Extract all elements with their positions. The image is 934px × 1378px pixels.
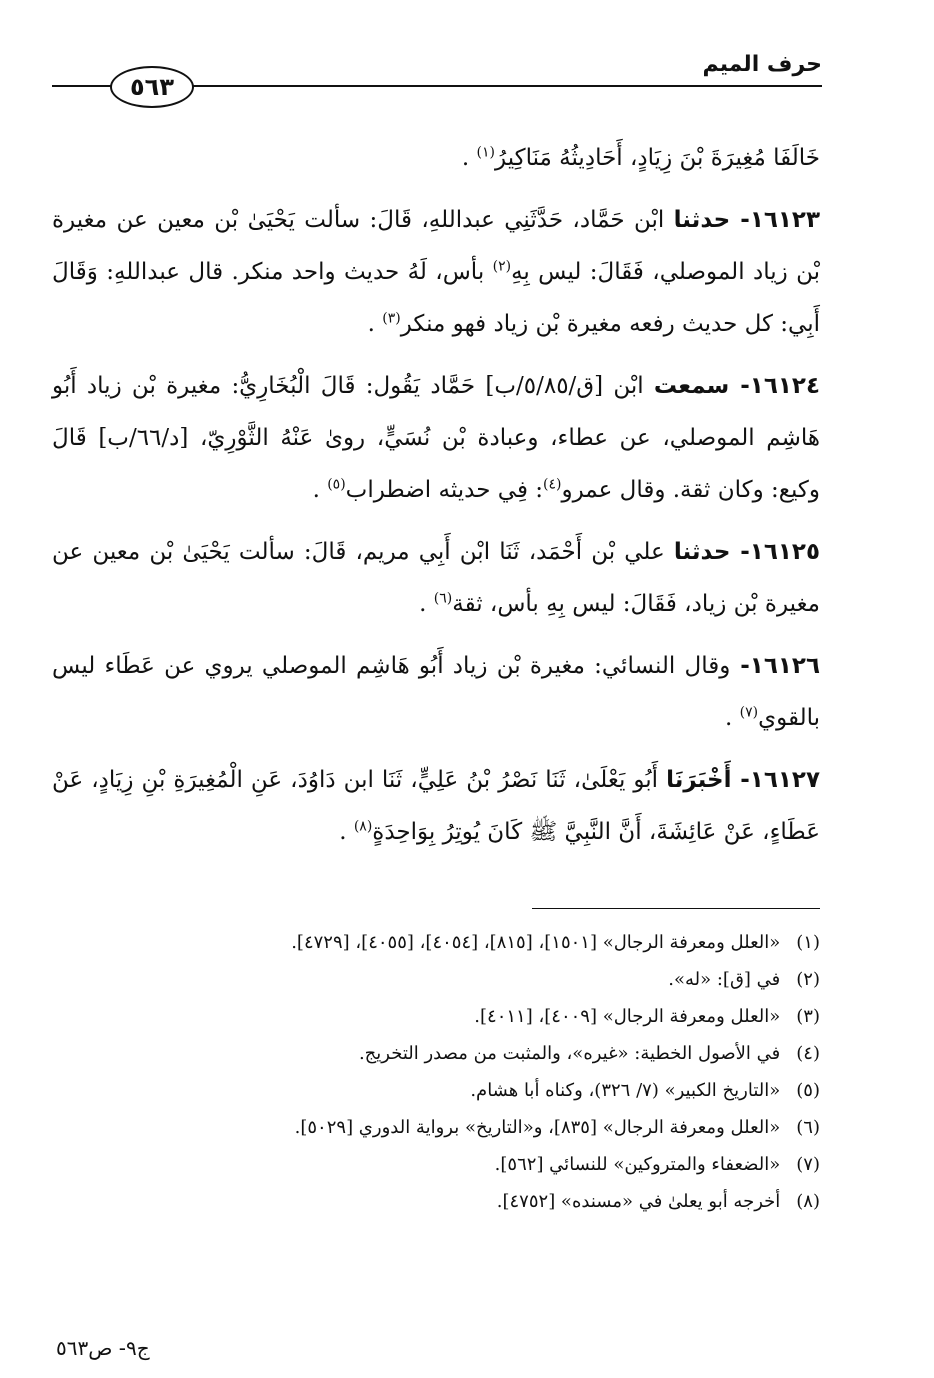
main-text [52, 132, 820, 864]
footnote-text: أخرجه أبو يعلىٰ في «مسنده» [٤٧٥٢]. [496, 1191, 781, 1212]
footnote-1 [52, 924, 820, 961]
entry-text: بأس، لَهُ حديث واحد منكر. قال عبداللهِ: وَقَالَ أَبِي: كل حديث رفعه مغيرة بْن زياد فهو منكر [52, 259, 820, 337]
footnote-6 [52, 1109, 820, 1146]
entry-keyword: حدثنا [673, 207, 731, 233]
footnotes [52, 924, 820, 1220]
entry-text: وقال النسائي: مغيرة بْن زياد أَبُو هَاشِم الموصلي يروي عن عَطَاء ليس بالقوي [52, 653, 820, 731]
footnote-text: «العلل ومعرفة الرجال» [٨٣٥]، و«التاريخ» برواية الدوري [٥٠٢٩]. [294, 1117, 781, 1138]
entry-text: . [724, 705, 740, 731]
footnote-separator [532, 908, 820, 909]
entry-16126 [52, 640, 820, 744]
footnote-2 [52, 961, 820, 998]
footnote-ref: (٨) [353, 818, 373, 835]
footnote-number: (٦) [796, 1117, 820, 1138]
footnote-ref: (٧) [739, 704, 759, 721]
footnote-number: (٨) [796, 1191, 820, 1212]
chapter-title: حرف الميم [702, 52, 822, 77]
footnote-ref: (٤) [543, 476, 562, 493]
entry-text: ابْن [ق/٥/٨٥/ب] حَمَّاد يَقُول: قَالَ الْبُخَارِيُّ: مغيرة بْن زياد أَبُو هَاشِم الموصلي، عن عطاء، وعبادة بْن نُسَيٍّ، روىٰ عَنْهُ الثَّوْرِيّ، [د/٦٦/ب] قَالَ وكيع: وكان ثقة. وقال عمرو [52, 373, 820, 503]
footnote-ref: (٢) [492, 258, 512, 275]
footnote-number: (٣) [796, 1006, 820, 1027]
entry-keyword: حدثنا [673, 539, 731, 565]
footnote-ref: (٦) [433, 590, 453, 607]
footnote-number: (٤) [796, 1043, 820, 1064]
entry-16123 [52, 194, 820, 350]
footnote-number: (١) [796, 932, 820, 953]
entry-text: . [339, 819, 354, 845]
footnote-5 [52, 1072, 820, 1109]
entry-text: . [312, 477, 328, 503]
entry-number: ١٦١٢٤- [729, 373, 820, 399]
paragraph-end: . [461, 145, 477, 171]
footnote-text: «العلل ومعرفة الرجال» [١٥٠١]، [٨١٥]، [٤٠٥٤]، [٤٠٥٥]، [٤٧٢٩]. [291, 932, 781, 953]
entry-number: ١٦١٢٧- [731, 767, 820, 793]
page-number-badge: ٥٦٣ [110, 66, 194, 108]
entry-keyword: سمعت [653, 373, 730, 399]
footnote-text: «الضعفاء والمتروكين» للنسائي [٥٦٢]. [494, 1154, 781, 1175]
entry-text: ابْن حَمَّاد، حَدَّثَنِي عبداللهِ، قَالَ: سألت يَحْيَىٰ بْن معين عن مغيرة بْن زياد الموصلي، فَقَالَ: ليس بِهِ [52, 207, 820, 285]
continuation-paragraph [52, 132, 820, 184]
footnote-text: في [ق]: «له». [668, 969, 781, 990]
entry-keyword: أَخْبَرَنَا [666, 767, 732, 793]
entry-16125 [52, 526, 820, 630]
entry-16124 [52, 360, 820, 516]
entry-16127 [52, 754, 820, 858]
entry-text: . [419, 591, 434, 617]
entry-text: أَبُو يَعْلَىٰ، ثَنَا نَصْرُ بْنُ عَلِيٍّ، ثَنَا ابن دَاوُدَ، عَنِ الْمُغِيرَةِ بْنِ زِيَادٍ، عَنْ عَطَاءٍ، عَنْ عَائِشَةَ، أَنَّ النَّبِيَّ ﷺ كَانَ يُوتِرُ بِوَاحِدَةٍ [52, 767, 820, 845]
footnote-7 [52, 1146, 820, 1183]
footnote-3 [52, 998, 820, 1035]
footnote-ref: (٣) [382, 310, 401, 327]
entry-number: ١٦١٢٦- [730, 653, 820, 679]
footnote-8 [52, 1183, 820, 1220]
page-header [52, 52, 822, 122]
footnote-ref: (٥) [327, 476, 346, 493]
volume-page-folio: ج٩- ص٥٦٣ [56, 1336, 150, 1360]
footnote-number: (٥) [796, 1080, 820, 1101]
entry-text: علي بْن أَحْمَد، ثَنَا ابْن أَبِي مريم، قَالَ: سألت يَحْيَىٰ بْن معين عن مغيرة بْن زياد، فَقَالَ: ليس بِهِ بأس، ثقة [52, 539, 820, 617]
entry-text: : فِي حديثه اضطراب [345, 477, 544, 503]
entry-text: . [367, 311, 383, 337]
footnote-text: «التاريخ الكبير» (٧/ ٣٢٦)، وكناه أبا هشام. [470, 1080, 781, 1101]
entry-number: ١٦١٢٣- [730, 207, 821, 233]
footnote-text: «العلل ومعرفة الرجال» [٤٠٠٩]، [٤٠١١]. [474, 1006, 781, 1027]
footnote-number: (٧) [796, 1154, 820, 1175]
entry-number: ١٦١٢٥- [730, 539, 820, 565]
footnote-text: في الأصول الخطية: «غيره»، والمثبت من مصدر التخريج. [358, 1043, 781, 1064]
footnote-4 [52, 1035, 820, 1072]
footnote-ref: (١) [476, 144, 495, 161]
paragraph-text: خَالَفَا مُغِيرَةَ بْنَ زِيَادٍ، أَحَادِيثُهُ مَنَاكِيرُ [495, 145, 820, 171]
footnote-number: (٢) [796, 969, 820, 990]
